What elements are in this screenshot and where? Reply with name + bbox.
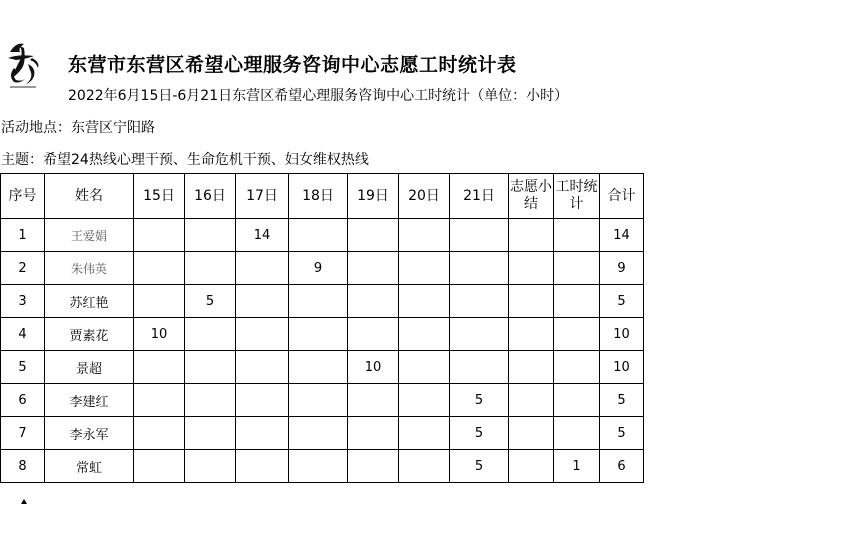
table-row	[1, 318, 644, 351]
table-cell	[554, 351, 600, 384]
table-cell	[450, 285, 509, 318]
ribbon-logo-icon	[4, 38, 44, 90]
table-cell	[185, 219, 236, 252]
name-cell: 李建红	[45, 384, 134, 417]
header-cell: 姓名	[45, 174, 134, 219]
table-cell	[348, 384, 399, 417]
table-row	[1, 351, 644, 384]
table-cell: 1	[1, 219, 45, 252]
name-cell: 苏红艳	[45, 285, 134, 318]
table-cell: 6	[1, 384, 45, 417]
table-header-row	[1, 174, 644, 219]
name-cell: 李永军	[45, 417, 134, 450]
header-cell: 合计	[600, 174, 644, 219]
table-cell: 10	[600, 318, 644, 351]
table-cell	[134, 384, 185, 417]
table-cell	[289, 351, 348, 384]
table-cell: 5	[185, 285, 236, 318]
table-cell	[134, 417, 185, 450]
table-cell: 2	[1, 252, 45, 285]
name-cell: 常虹	[45, 450, 134, 483]
table-cell: 5	[600, 384, 644, 417]
table-cell	[348, 252, 399, 285]
table-cell	[134, 351, 185, 384]
table-row	[1, 384, 644, 417]
table-cell	[399, 252, 450, 285]
table-cell	[554, 417, 600, 450]
table-cell: 5	[1, 351, 45, 384]
table-cell	[185, 417, 236, 450]
table-cell: 3	[1, 285, 45, 318]
table-cell	[236, 318, 289, 351]
table-cell: 5	[450, 384, 509, 417]
table-cell	[185, 384, 236, 417]
table-cell	[450, 318, 509, 351]
table-cell: 8	[1, 450, 45, 483]
activity-topic: 主题：希望24热线心理干预、生命危机干预、妇女维权热线	[1, 152, 369, 168]
table-cell	[509, 285, 554, 318]
table-cell	[554, 384, 600, 417]
table-cell	[450, 219, 509, 252]
table-cell	[348, 450, 399, 483]
caret-up-icon	[21, 499, 27, 504]
table-cell	[554, 219, 600, 252]
table-cell	[236, 384, 289, 417]
table-cell	[509, 351, 554, 384]
name-cell: 贾素花	[45, 318, 134, 351]
table-cell	[185, 318, 236, 351]
name-cell: 王爱娟	[45, 219, 134, 252]
table-cell: 5	[450, 417, 509, 450]
table-cell	[554, 252, 600, 285]
table-cell	[134, 219, 185, 252]
table-row	[1, 285, 644, 318]
table-cell	[348, 285, 399, 318]
table-row	[1, 219, 644, 252]
table-cell: 9	[289, 252, 348, 285]
table-cell: 5	[600, 417, 644, 450]
table-cell: 7	[1, 417, 45, 450]
table-row	[1, 417, 644, 450]
header-cell: 序号	[1, 174, 45, 219]
table-cell	[289, 417, 348, 450]
table-cell	[509, 450, 554, 483]
header-cell: 18日	[289, 174, 348, 219]
table-cell	[289, 318, 348, 351]
table-cell	[509, 384, 554, 417]
table-cell	[399, 318, 450, 351]
table-cell	[399, 219, 450, 252]
header-cell: 16日	[185, 174, 236, 219]
table-cell	[509, 318, 554, 351]
table-cell	[399, 384, 450, 417]
table-cell	[399, 450, 450, 483]
table-cell	[134, 450, 185, 483]
table-cell	[134, 285, 185, 318]
table-cell	[289, 450, 348, 483]
table-cell: 5	[450, 450, 509, 483]
table-cell	[554, 318, 600, 351]
table-cell	[236, 252, 289, 285]
table-cell	[348, 318, 399, 351]
table-cell: 10	[134, 318, 185, 351]
table-cell	[236, 450, 289, 483]
table-cell	[236, 285, 289, 318]
table-cell	[185, 252, 236, 285]
activity-location: 活动地点：东营区宁阳路	[1, 120, 155, 136]
table-cell	[348, 219, 399, 252]
document-title: 东营市东营区希望心理服务咨询中心志愿工时统计表	[68, 54, 517, 76]
table-cell	[236, 351, 289, 384]
table-cell: 5	[600, 285, 644, 318]
table-cell	[399, 417, 450, 450]
table-cell: 4	[1, 318, 45, 351]
table-cell	[509, 252, 554, 285]
header-cell: 19日	[348, 174, 399, 219]
table-cell	[399, 351, 450, 384]
table-cell: 14	[236, 219, 289, 252]
document-subtitle: 2022年6月15日-6月21日东营区希望心理服务咨询中心工时统计（单位：小时）	[68, 88, 569, 104]
table-cell	[509, 219, 554, 252]
table-row	[1, 450, 644, 483]
table-cell	[185, 351, 236, 384]
table-cell	[450, 252, 509, 285]
table-cell	[236, 417, 289, 450]
table-cell	[134, 252, 185, 285]
table-cell	[450, 351, 509, 384]
name-cell: 景超	[45, 351, 134, 384]
table-cell	[289, 219, 348, 252]
header-cell: 17日	[236, 174, 289, 219]
header-cell: 15日	[134, 174, 185, 219]
header-cell: 21日	[450, 174, 509, 219]
table-cell	[185, 450, 236, 483]
table-cell: 1	[554, 450, 600, 483]
table-cell	[509, 417, 554, 450]
table-row	[1, 252, 644, 285]
table-cell: 10	[600, 351, 644, 384]
table-cell	[348, 417, 399, 450]
table-cell	[289, 285, 348, 318]
table-cell	[289, 384, 348, 417]
table-cell: 10	[348, 351, 399, 384]
table-cell	[399, 285, 450, 318]
table-cell	[554, 285, 600, 318]
header-cell: 工时统计	[554, 174, 600, 219]
table-cell: 9	[600, 252, 644, 285]
header-cell: 20日	[399, 174, 450, 219]
volunteer-hours-table	[0, 173, 644, 483]
table-cell: 6	[600, 450, 644, 483]
header-cell: 志愿小结	[509, 174, 554, 219]
table-cell: 14	[600, 219, 644, 252]
name-cell: 朱伟英	[45, 252, 134, 285]
